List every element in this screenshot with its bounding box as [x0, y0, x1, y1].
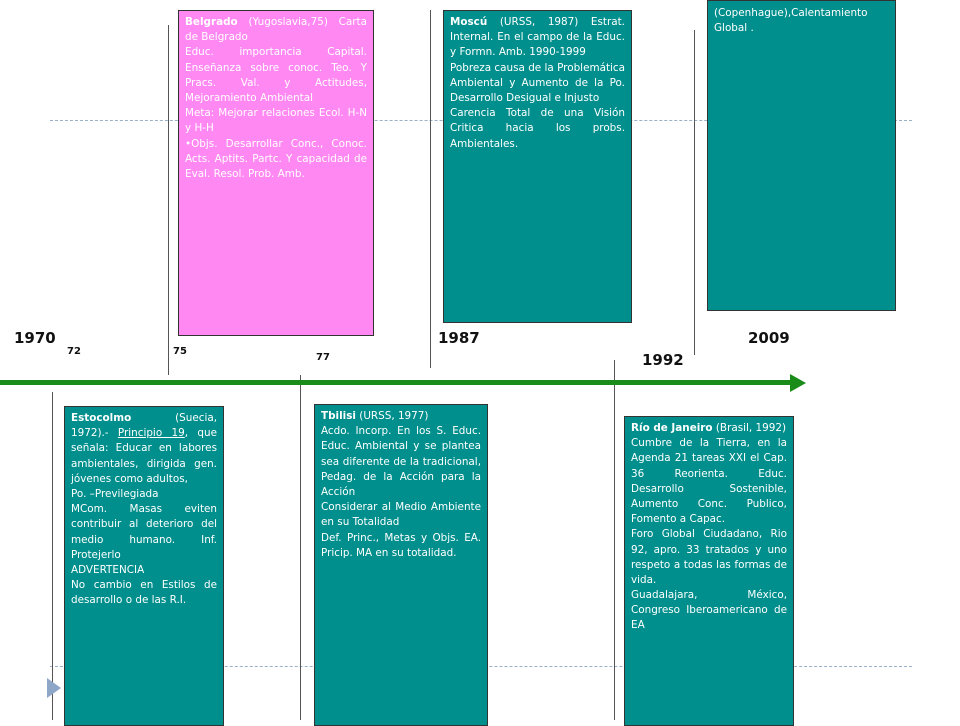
play-icon[interactable] [47, 678, 61, 698]
event-copenhague-card [707, 0, 896, 311]
event-rio-line: Foro Global Ciudadano, Rio 92, apro. 33 tratados y uno respeto a todas las formas de vida. [631, 528, 787, 586]
event-rio-line: Cumbre de la Tierra, en la Agenda 21 tareas XXI el Cap. 36 Reorienta. Educ. Desarrollo Sostenible, Aumento Conc. Publico, Fomento a Capac. [631, 437, 787, 526]
connector-1972 [52, 392, 53, 720]
event-estocolmo-card [64, 406, 224, 726]
event-moscu-card [443, 10, 632, 323]
year-1970: 1970 [14, 329, 56, 347]
timeline-arrow-head-icon [790, 374, 806, 392]
year-77: 77 [316, 352, 330, 363]
event-tbilisi-text: Tbilisi (URSS, 1977) [321, 410, 429, 422]
event-rio-text: Río de Janeiro (Brasil, 1992) [631, 422, 786, 434]
year-1992: 1992 [642, 351, 684, 369]
event-moscu-title: Moscú [450, 16, 488, 28]
year-2009: 2009 [748, 329, 790, 347]
year-1987: 1987 [438, 329, 480, 347]
event-copenhague-line: (Copenhague),Calentamiento Global . [714, 7, 868, 35]
connector-1992 [614, 360, 615, 720]
connector-1987 [430, 10, 431, 368]
event-estocolmo-text: Estocolmo (Suecia, 1972).- Principio 19, que señala: Educar en labores ambientales, dirigida gen. jóvenes como adultos, [71, 412, 217, 485]
event-estocolmo-line: MCom. Masas eviten contribuir al deterioro del medio humano. Inf. Protejerlo [71, 503, 217, 561]
event-tbilisi-title: Tbilisi [321, 410, 356, 422]
event-rio-card [624, 416, 794, 726]
timeline-arrow-line [0, 380, 792, 385]
event-moscu-line: Carencia Total de una Visión Critica hacia los probs. Ambientales. [450, 107, 625, 150]
event-belgrado-title: Belgrado [185, 16, 238, 28]
event-tbilisi-card [314, 404, 488, 726]
event-estocolmo-line: No cambio en Estilos de desarrollo o de las R.I. [71, 579, 217, 607]
event-tbilisi-line: Acdo. Incorp. En los S. Educ. Educ. Ambiental y se plantea sea diferente de la tradicional, Pedag. de la Acción para la Acción [321, 425, 481, 498]
year-75: 75 [173, 346, 187, 357]
event-estocolmo-line: Po. –Previlegiada [71, 487, 159, 500]
event-estocolmo-line: ADVERTENCIA [71, 563, 145, 576]
event-estocolmo-title: Estocolmo [71, 412, 132, 424]
event-tbilisi-line: Considerar al Medio Ambiente en su Totalidad [321, 501, 481, 529]
event-belgrado-line: Educ. importancia Capital. Enseñanza sobre conoc. Teo. Y Pracs. Val. y Actitudes, Mejoramiento Ambiental [185, 46, 367, 104]
connector-1977 [300, 375, 301, 720]
event-belgrado-text: Belgrado (Yugoslavia,75) Carta de Belgrado [185, 16, 367, 44]
event-belgrado-card [178, 10, 374, 336]
event-belgrado-line: Meta: Mejorar relaciones Ecol. H-N y H-H [185, 107, 367, 135]
event-rio-line: Guadalajara, México, Congreso Iberoamericano de EA [631, 589, 787, 632]
connector-1975 [168, 25, 169, 375]
event-moscu-text: Moscú (URSS, 1987) Estrat. Internal. En el campo de la Educ. y Formn. Amb. 1990-1999 [450, 16, 625, 59]
event-rio-title: Río de Janeiro [631, 422, 713, 434]
event-belgrado-line: •Objs. Desarrollar Conc., Conoc. Acts. Aptits. Partc. Y capacidad de Eval. Resol. Prob. Amb. [185, 137, 367, 180]
event-moscu-line: Pobreza causa de la Problemática Ambiental y Aumento de la Po. Desarrollo Desigual e Injusto [450, 61, 625, 104]
connector-2009 [694, 30, 695, 355]
event-tbilisi-line: Def. Princ., Metas y Objs. EA. Pricip. MA en su totalidad. [321, 531, 481, 559]
year-72: 72 [67, 346, 81, 357]
